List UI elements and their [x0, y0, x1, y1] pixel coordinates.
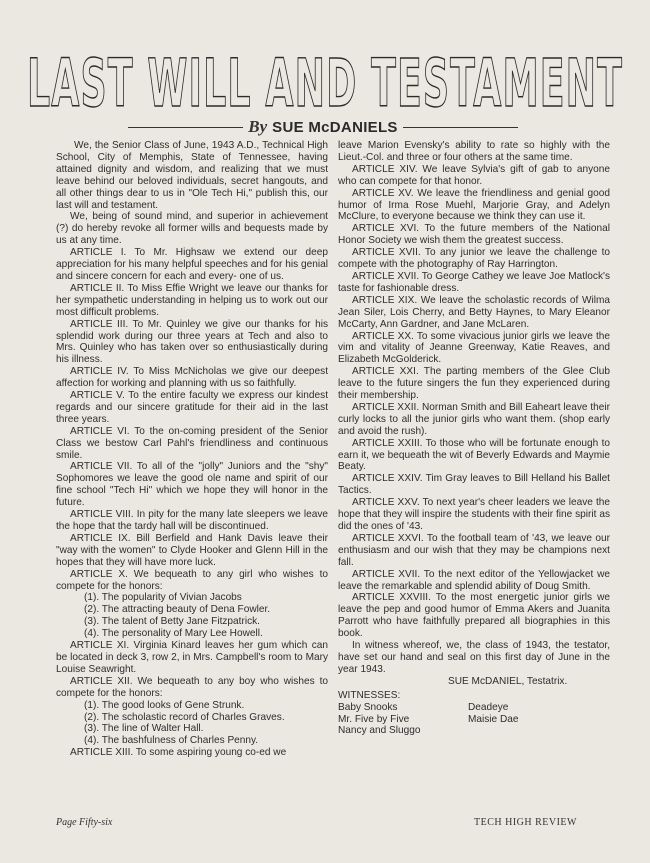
page-title: [20, 40, 630, 115]
byline-author: SUE McDANIELS: [272, 118, 398, 136]
article-15: ARTICLE XV. We leave the friendliness and genial good humor of Irma Rose Muehl, Marjorie Gray, and Adelyn McClure, to everyone because we think they can use it.: [338, 187, 610, 223]
honor-item: (4). The personality of Mary Lee Howell.: [84, 628, 263, 640]
witness-name: Baby Snooks: [338, 701, 398, 713]
revocation-paragraph: We, being of sound mind, and superior in achievement (?) do hereby revoke all former wills and bequests made by us at any time.: [56, 211, 328, 247]
article-18: ARTICLE XVII. To George Cathey we leave Joe Matlock's taste for fashionable dress.: [338, 270, 610, 294]
article-1: ARTICLE I. To Mr. Highsaw we extend our deep appreciation for his many helpful speeches and for his genial and sincere concern for each and every- one of us.: [56, 247, 328, 282]
byline: [128, 118, 518, 136]
honor-item: (3). The talent of Betty Jane Fitzpatrick.: [84, 616, 260, 628]
witnesses-label: WITNESSES:: [338, 689, 401, 701]
article-10: ARTICLE X. We bequeath to any girl who wishes to compete for the honors:: [56, 568, 328, 592]
article-12-honors: [84, 700, 328, 748]
article-13-continued: leave Marion Evensky's ability to rate so highly with the Lieut.-Col. and three or four others at the same time.: [338, 140, 610, 163]
article-11: ARTICLE XI. Virginia Kinard leaves her gum which can be located in deck 3, row 2, in Mrs. Campbell's room to Mary Louise Seawright.: [56, 640, 328, 675]
article-4: ARTICLE IV. To Miss McNicholas we give our deepest affection for working and planning with us so faithfully.: [56, 366, 328, 390]
honor-item: (1). The good looks of Gene Strunk.: [84, 699, 245, 711]
right-column: [338, 140, 610, 737]
article-17: ARTICLE XVII. To any junior we leave the challenge to compete with the photography of Ray Harrington.: [338, 247, 610, 271]
page-title-text: LAST WILL AND TESTAMENT: [27, 45, 623, 115]
article-28: ARTICLE XXVIII. To the most energetic junior girls we leave the pep and good humor of Emma Akers and Juanita Parrott who have faithfully prepared all biographies in this book.: [338, 592, 610, 640]
article-20: ARTICLE XX. To some vivacious junior girls we leave the vim and vitality of Jeanne Greenway, Katie Reaves, and Elizabeth McGolderick.: [338, 330, 610, 366]
byline-by: By: [248, 117, 268, 136]
article-25: ARTICLE XXV. To next year's cheer leaders we leave the hope that they will inspire the students with their fine spirit as did the ones of '43.: [338, 497, 610, 532]
article-26: ARTICLE XXVI. To the football team of '43, we leave our enthusiasm and our wish that they may be champions next fall.: [338, 532, 610, 568]
intro-paragraph: We, the Senior Class of June, 1943 A.D., Technical High School, City of Memphis, State of Tennessee, having attained dignity and wisdom, and realizing that we must leave behind our beloved individuals, secret hangouts, and all other things dear to us in "Ole Tech Hi," publish this, our last will and testament.: [56, 140, 328, 211]
witnesses-list: [338, 702, 610, 738]
honor-item: (4). The bashfulness of Charles Penny.: [84, 735, 259, 747]
article-27: ARTICLE XVII. To the next editor of the Yellowjacket we leave the remarkable and splendid ability of Doug Smith.: [338, 568, 610, 592]
honor-item: (1). The popularity of Vivian Jacobs: [84, 592, 242, 604]
article-7: ARTICLE VII. To all of the "jolly" Juniors and the "shy" Sophomores we leave the good ole name and spirit of our fine school "Tech Hi" which we hope they will honor in the future.: [56, 461, 328, 509]
article-9: ARTICLE IX. Bill Berfield and Hank Davis leave their "way with the women" to Clyde Hooker and Glenn Hill in the hopes that they will have more luck.: [56, 532, 328, 568]
witness-name: Deadeye: [468, 701, 509, 713]
honor-item: (3). The line of Walter Hall.: [84, 723, 204, 735]
honor-item: (2). The scholastic record of Charles Graves.: [84, 711, 285, 723]
witness-paragraph: In witness whereof, we, the class of 1943, the testator, have set our hand and seal on this first day of June in the year 1943.: [338, 640, 610, 675]
honor-item: (2). The attracting beauty of Dena Fowler.: [84, 604, 271, 616]
byline-rule-right: [403, 127, 518, 128]
article-10-honors: [84, 592, 328, 640]
article-19: ARTICLE XIX. We leave the scholastic records of Wilma Jean Siler, Lois Cherry, and Betty Haynes, to Mary Eleanor McCarty, Ann Gardner, and Jane McLaren.: [338, 294, 610, 330]
article-2: ARTICLE II. To Miss Effie Wright we leave our thanks for her sympathetic understanding in helping us to work out our most difficult problems.: [56, 282, 328, 318]
article-14: ARTICLE XIV. We leave Sylvia's gift of gab to anyone who can compete for that honor.: [338, 163, 610, 187]
article-23: ARTICLE XXIII. To those who will be fortunate enough to earn it, we bequeath the wit of Beverly Edwards and Maymie Beaty.: [338, 437, 610, 473]
witness-name: Maisie Dae: [468, 713, 519, 725]
signature: SUE McDANIEL, Testatrix.: [448, 675, 568, 687]
article-3: ARTICLE III. To Mr. Quinley we give our thanks for his splendid work during our three years at Tech and also to Mrs. Quinley who has taken over so enthusiastically during his illness.: [56, 318, 328, 366]
page-number: Page Fifty-six: [56, 817, 113, 828]
witness-name: Nancy and Sluggo: [338, 725, 421, 737]
publication-name: TECH HIGH REVIEW: [474, 817, 577, 828]
article-6: ARTICLE VI. To the on-coming president of the Senior Class we bestow Carl Pahl's friendliness and continuous smile.: [56, 425, 328, 461]
article-16: ARTICLE XVI. To the future members of the National Honor Society we wish them the greatest success.: [338, 223, 610, 247]
article-12: ARTICLE XII. We bequeath to any boy who wishes to compete for the honors:: [56, 675, 328, 699]
article-24: ARTICLE XXIV. Tim Gray leaves to Bill Helland his Ballet Tactics.: [338, 473, 610, 497]
article-21: ARTICLE XXI. The parting members of the Glee Club leave to the future singers the fun they experienced during their membership.: [338, 366, 610, 402]
article-13: ARTICLE XIII. To some aspiring young co-ed we: [70, 747, 287, 759]
byline-rule-left: [128, 127, 243, 128]
witness-name: [468, 725, 598, 737]
article-5: ARTICLE V. To the entire faculty we express our kindest regards and our sincere gratitude for their aid in the last three years.: [56, 390, 328, 425]
witness-name: Mr. Five by Five: [338, 713, 410, 725]
article-22: ARTICLE XXII. Norman Smith and Bill Eaheart leave their curly locks to all the junior girls who want them. (shop early and avoid the rush).: [338, 401, 610, 437]
left-column: [56, 140, 328, 759]
article-8: ARTICLE VIII. In pity for the many late sleepers we leave the hope that the tardy hall will be discontinued.: [56, 509, 328, 532]
